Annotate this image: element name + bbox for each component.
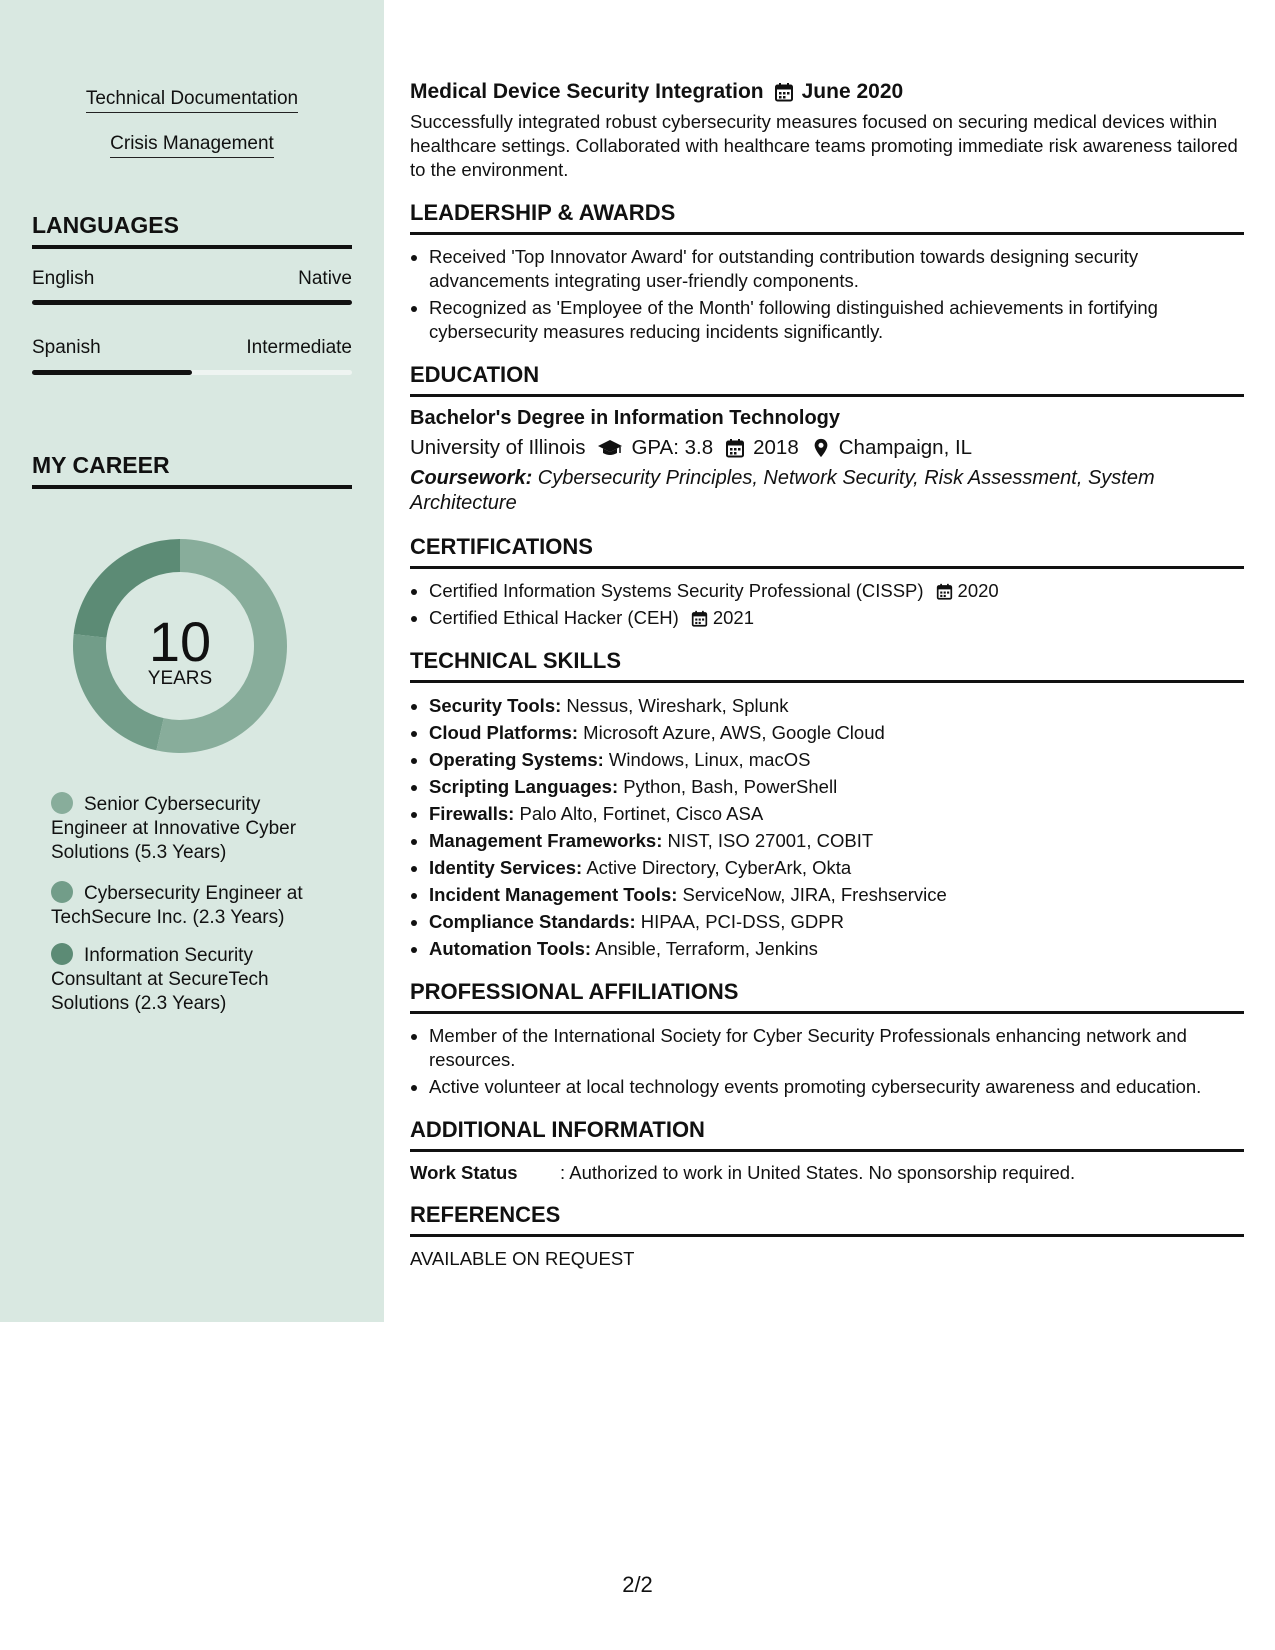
skill-item: Technical Documentation bbox=[0, 88, 384, 110]
page-number: 2/2 bbox=[622, 1572, 653, 1597]
list-item: • Received 'Top Innovator Award' for outstanding contribution towards designing security advancements integrating user-friendly components. bbox=[429, 245, 1244, 293]
career-donut-chart bbox=[66, 532, 294, 760]
coursework-list: Cybersecurity Principles, Network Security, Risk Assessment, System Architecture bbox=[410, 467, 1155, 514]
list-item: • Certified Ethical Hacker (CEH) 2021 bbox=[429, 606, 1244, 630]
language-bar-fill bbox=[32, 370, 192, 375]
technical-skills-list bbox=[410, 693, 1244, 961]
career-years-number: 10 bbox=[148, 610, 212, 673]
calendar-icon bbox=[936, 583, 953, 600]
education-heading: EDUCATION bbox=[410, 362, 1244, 397]
skill-item: Crisis Management bbox=[0, 133, 384, 155]
language-level: Intermediate bbox=[246, 337, 352, 358]
gpa: GPA: 3.8 bbox=[631, 436, 714, 459]
technical-skills-heading: TECHNICAL SKILLS bbox=[410, 648, 1244, 683]
language-bar bbox=[32, 300, 352, 305]
references-heading: REFERENCES bbox=[410, 1202, 1244, 1237]
list-item: • Certified Information Systems Security Professional (CISSP) 2020 bbox=[429, 579, 1244, 603]
career-item: Cybersecurity Engineer at TechSecure Inc. (2.3 Years) bbox=[51, 883, 303, 928]
affiliations-heading: PROFESSIONAL AFFILIATIONS bbox=[410, 979, 1244, 1014]
location: Champaign, IL bbox=[838, 436, 973, 459]
list-item: • Incident Management Tools: ServiceNow, JIRA, Freshservice bbox=[429, 882, 1244, 907]
list-item: • Cloud Platforms: Microsoft Azure, AWS, Google Cloud bbox=[429, 720, 1244, 745]
list-item: • Automation Tools: Ansible, Terraform, Jenkins bbox=[429, 936, 1244, 961]
language-row bbox=[32, 268, 352, 290]
calendar-icon bbox=[691, 610, 708, 627]
leadership-heading: LEADERSHIP & AWARDS bbox=[410, 200, 1244, 235]
career-years-unit: YEARS bbox=[147, 668, 213, 689]
additional-info-heading: ADDITIONAL INFORMATION bbox=[410, 1117, 1244, 1152]
leadership-list bbox=[410, 245, 1244, 344]
career-item: Information Security Consultant at SecureTech Solutions (2.3 Years) bbox=[51, 945, 269, 1014]
list-item: • Security Tools: Nessus, Wireshark, Splunk bbox=[429, 693, 1244, 718]
list-item: • Firewalls: Palo Alto, Fortinet, Cisco ASA bbox=[429, 801, 1244, 826]
education-meta bbox=[410, 436, 1244, 460]
project-title-row bbox=[410, 80, 1244, 104]
coursework bbox=[410, 466, 1244, 516]
main-content bbox=[410, 0, 1244, 1271]
graduation-cap-icon bbox=[597, 438, 623, 458]
list-item: • Recognized as 'Employee of the Month' following distinguished achievements in fortifying cybersecurity measures reducing incidents significantly. bbox=[429, 296, 1244, 344]
legend-dot bbox=[51, 792, 73, 814]
affiliations-list bbox=[410, 1024, 1244, 1099]
language-name: Spanish bbox=[32, 337, 101, 358]
list-item: • Identity Services: Active Directory, CyberArk, Okta bbox=[429, 855, 1244, 880]
sidebar bbox=[0, 0, 384, 1322]
school: University of Illinois bbox=[410, 436, 586, 459]
certifications-heading: CERTIFICATIONS bbox=[410, 534, 1244, 569]
certifications-list bbox=[410, 579, 1244, 630]
coursework-label: Coursework: bbox=[410, 467, 533, 489]
calendar-icon bbox=[725, 438, 745, 458]
list-item: • Member of the International Society for Cyber Security Professionals enhancing network and resources. bbox=[429, 1024, 1244, 1072]
language-level: Native bbox=[298, 268, 352, 289]
career-heading: MY CAREER bbox=[32, 452, 352, 489]
degree: Bachelor's Degree in Information Technology bbox=[410, 407, 841, 429]
project-description: Successfully integrated robust cybersecurity measures focused on securing medical devices within healthcare settings. Collaborated with healthcare teams promoting immediate risk awareness tailored to the environment. bbox=[410, 111, 1238, 180]
work-status-label: Work Status bbox=[410, 1162, 518, 1183]
language-bar-fill bbox=[32, 300, 352, 305]
location-pin-icon bbox=[811, 438, 831, 458]
work-status-row bbox=[410, 1162, 1244, 1184]
legend-dot bbox=[51, 881, 73, 903]
references-text: AVAILABLE ON REQUEST bbox=[410, 1248, 635, 1269]
language-row bbox=[32, 337, 352, 359]
language-bar bbox=[32, 370, 352, 375]
legend-dot bbox=[51, 943, 73, 965]
list-item: • Compliance Standards: HIPAA, PCI-DSS, GDPR bbox=[429, 909, 1244, 934]
list-item: • Active volunteer at local technology events promoting cybersecurity awareness and education. bbox=[429, 1075, 1244, 1099]
list-item: • Scripting Languages: Python, Bash, PowerShell bbox=[429, 774, 1244, 799]
career-item: Senior Cybersecurity Engineer at Innovative Cyber Solutions (5.3 Years) bbox=[51, 794, 297, 863]
project-date: June 2020 bbox=[774, 80, 904, 104]
list-item: • Operating Systems: Windows, Linux, macOS bbox=[429, 747, 1244, 772]
graduation-year: 2018 bbox=[753, 436, 799, 459]
list-item: • Management Frameworks: NIST, ISO 27001, COBIT bbox=[429, 828, 1244, 853]
language-name: English bbox=[32, 268, 95, 289]
languages-heading: LANGUAGES bbox=[32, 212, 352, 249]
calendar-icon bbox=[774, 82, 794, 102]
project-title: Medical Device Security Integration bbox=[410, 80, 764, 103]
work-status-value: : Authorized to work in United States. No sponsorship required. bbox=[560, 1162, 1076, 1183]
